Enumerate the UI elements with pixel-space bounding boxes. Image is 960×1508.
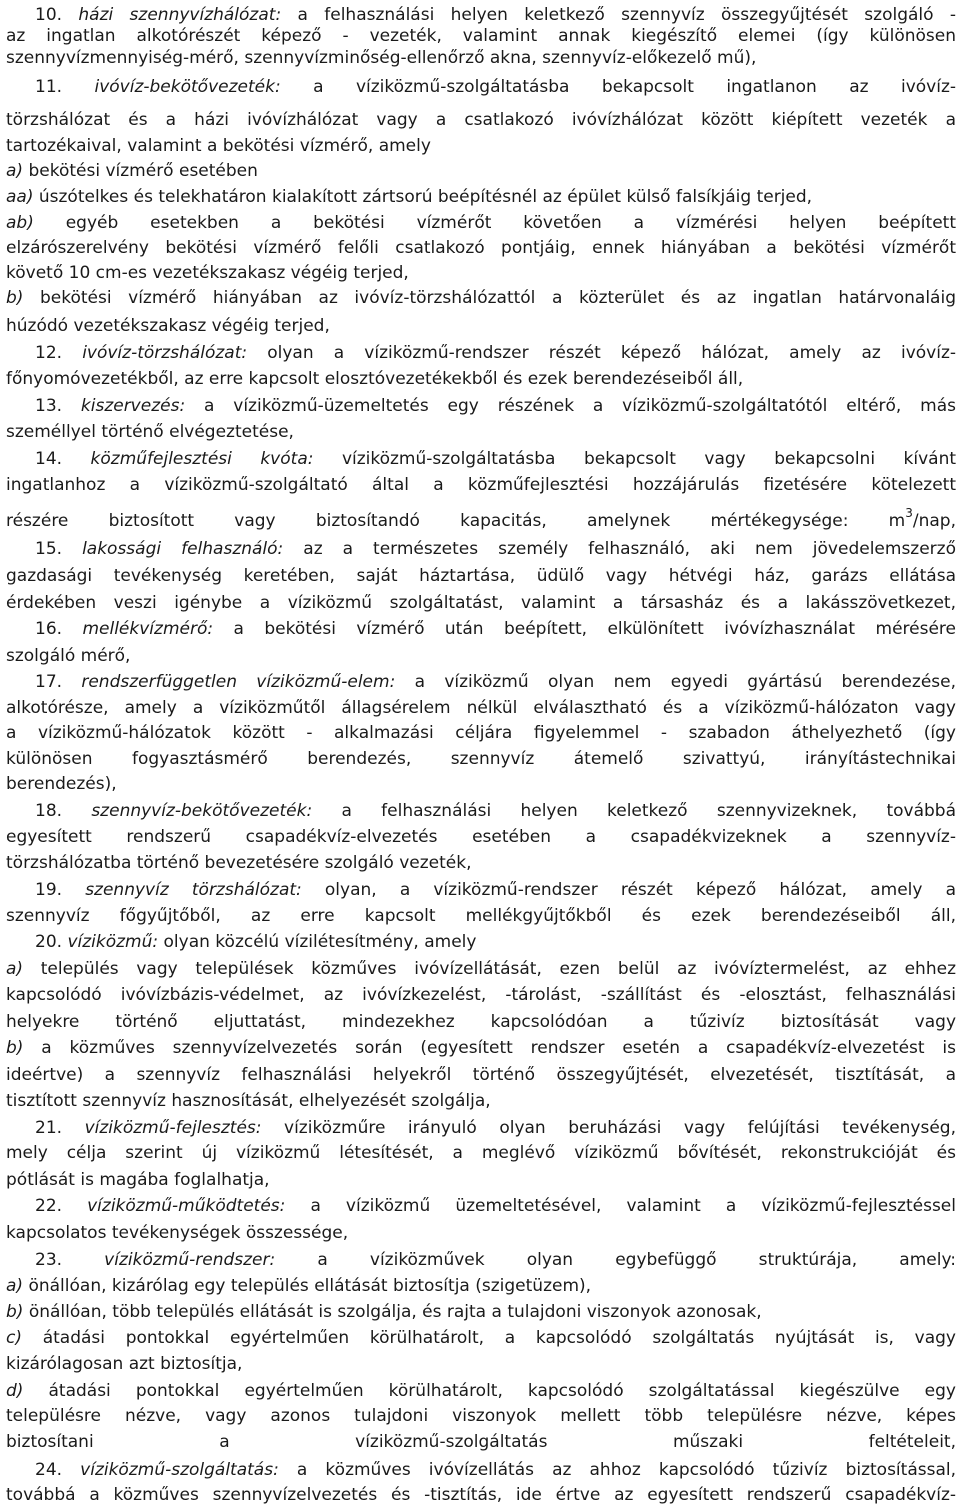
text-line <box>6 506 956 534</box>
line-text-tail: /nap, <box>912 511 956 531</box>
defined-term: mellékvízmérő: <box>82 619 214 639</box>
line-text: a víziközmű-szolgáltatásba bekapcsolt ingatlanon az ivóvíz- <box>280 77 957 97</box>
defined-term: ivóvíz-törzshálózat: <box>82 343 248 363</box>
line-text: törzshálózatba történő bevezetésére szolgáló vezeték, <box>6 853 472 873</box>
defined-term: rendszerfüggetlen víziközmű-elem: <box>81 672 396 692</box>
text-line <box>6 1222 956 1246</box>
text-line <box>6 773 956 797</box>
defined-term: kiszervezés: <box>80 396 186 416</box>
text-line <box>6 826 956 850</box>
item-number: 15. <box>35 539 63 559</box>
item-number: 17. <box>35 672 63 692</box>
text-line <box>6 697 956 721</box>
defined-term: lakossági felhasználó: <box>82 539 284 559</box>
item-number: 20. <box>35 932 63 952</box>
line-text: a bekötési vízmérő után beépített, elkülönített ivóvízhasználat mérésére <box>213 619 956 639</box>
text-line <box>35 1459 956 1483</box>
text-line <box>6 368 956 392</box>
text-line <box>6 748 956 772</box>
line-text: a víziközmű olyan nem egyedi gyártású berendezése, <box>395 672 956 692</box>
defined-term: b) <box>6 1302 24 1322</box>
defined-term: b) <box>6 288 24 308</box>
line-text: részére biztosított vagy biztosítandó kapacitás, amelynek mértékegysége: m <box>6 511 906 531</box>
text-line <box>35 448 956 472</box>
line-text: húzódó vezetékszakasz végéig terjed, <box>6 316 330 336</box>
line-text: olyan közcélú vízilétesítmény, amely <box>158 932 477 952</box>
line-text: átadási pontokkal egyértelműen körülhatárolt, a kapcsolódó szolgáltatás nyújtását is, vagy <box>21 1328 956 1348</box>
defined-term: a) <box>6 161 24 181</box>
defined-term: víziközmű: <box>67 932 159 952</box>
line-text: tisztított szennyvíz hasznosítását, elhelyezését szolgálja, <box>6 1091 491 1111</box>
defined-term: szennyvíz-bekötővezeték: <box>91 801 313 821</box>
text-line <box>6 1142 956 1166</box>
defined-term: közműfejlesztési kvóta: <box>90 449 314 469</box>
text-line <box>6 1090 956 1114</box>
text-line <box>35 931 956 955</box>
line-text: kizárólagosan azt biztosítja, <box>6 1354 243 1374</box>
line-text: mely célja szerint új víziközmű létesítését, a meglévő víziközmű bővítését, rekonstrukcióját és <box>6 1143 956 1163</box>
defined-term: c) <box>6 1328 22 1348</box>
text-line <box>6 212 956 236</box>
text-line <box>6 645 956 669</box>
text-line <box>6 1037 956 1061</box>
text-line <box>35 76 956 100</box>
line-text: elzárószerelvény bekötési vízmérő felőli csatlakozó pontjáig, ennek hiányában a bekötési vízmérőt <box>6 238 956 258</box>
defined-term: a) <box>6 1276 24 1296</box>
text-line <box>6 852 956 876</box>
line-text: település vagy települések közműves ivóvízellátását, ezen belül az ivóvíztermelést, az ehhez <box>23 959 956 979</box>
text-line <box>6 109 956 133</box>
line-text: önállóan, kizárólag egy település ellátását biztosítja (szigetüzem), <box>23 1276 592 1296</box>
item-number: 18. <box>35 801 63 821</box>
text-line <box>6 421 956 445</box>
line-text: követő 10 cm-es vezetékszakasz végéig terjed, <box>6 263 409 283</box>
line-text: bekötési vízmérő esetében <box>23 161 258 181</box>
line-text: az ingatlan alkotórészét képező - vezeték, valamint annak kiegészítő elemei (így különösen <box>6 26 956 46</box>
defined-term: b) <box>6 1038 24 1058</box>
defined-term: aa) <box>6 187 34 207</box>
defined-term: ivóvíz-bekötővezeték: <box>94 77 281 97</box>
line-text: szolgáló mérő, <box>6 646 131 666</box>
line-text: a felhasználási helyen keletkező szennyvizeknek, továbbá <box>312 801 956 821</box>
text-line <box>6 1011 956 1035</box>
line-text: tartozékaival, valamint a bekötési vízmérő, amely <box>6 136 431 156</box>
text-line <box>35 800 956 824</box>
text-line <box>6 47 956 71</box>
item-number: 12. <box>35 343 63 363</box>
line-text: szennyvíz főgyűjtőből, az erre kapcsolt mellékgyűjtőkből és ezek berendezéseiből áll, <box>6 906 956 926</box>
line-text: egyesített rendszerű csapadékvíz-elvezetés esetében a csapadékvizeknek a szennyvíz- <box>6 827 956 847</box>
line-text: különösen fogyasztásmérő berendezés, szennyvíz átemelő szivattyú, irányítástechnikai <box>6 749 956 769</box>
line-text: ideértve) a szennyvíz felhasználási helyekről történő összegyűjtését, elvezetését, tisztítását, a <box>6 1065 956 1085</box>
defined-term: víziközmű-szolgáltatás: <box>80 1460 279 1480</box>
text-line <box>6 1484 956 1508</box>
text-line <box>6 722 956 746</box>
line-text: a közműves ivóvízellátás az ahhoz kapcsolódó tűzivíz biztosítással, <box>278 1460 956 1480</box>
item-number: 24. <box>35 1460 63 1480</box>
line-text: a víziközmű-hálózatok között - alkalmazási céljára figyelemmel - szabadon áthelyezhető (így <box>6 723 956 743</box>
line-text: egyéb esetekben a bekötési vízmérőt követően a vízmérési helyen beépített <box>33 213 956 233</box>
text-line <box>6 984 956 1008</box>
item-number: 10. <box>35 5 63 25</box>
line-text: a felhasználási helyen keletkező szennyvíz összegyűjtését szolgáló - <box>281 5 956 25</box>
text-line <box>6 565 956 589</box>
text-line <box>6 905 956 929</box>
line-text: berendezés), <box>6 774 117 794</box>
item-number: 16. <box>35 619 63 639</box>
line-text: főnyomóvezetékből, az erre kapcsolt elosztóvezetékekből és ezek berendezéseiből áll, <box>6 369 744 389</box>
text-line <box>35 879 956 903</box>
defined-term: víziközmű-rendszer: <box>104 1250 276 1270</box>
text-line <box>6 1327 956 1351</box>
text-line <box>35 342 956 366</box>
item-number: 11. <box>35 77 63 97</box>
line-text: víziközműre irányuló olyan beruházási vagy felújítási tevékenység, <box>261 1118 956 1138</box>
defined-term: ab) <box>6 213 34 233</box>
text-line <box>6 1353 956 1377</box>
line-text: érdekében veszi igénybe a víziközmű szolgáltatást, valamint a társasház és a lakásszövetkezet, <box>6 593 956 613</box>
item-number: 14. <box>35 449 63 469</box>
line-text: helyekre történő eljuttatást, mindezekhez kapcsolódóan a tűzivíz biztosítását vagy <box>6 1012 956 1032</box>
defined-term: a) <box>6 959 24 979</box>
line-text: olyan, a víziközmű-rendszer részét képező hálózat, amely a <box>301 880 956 900</box>
line-text: alkotórésze, amely a víziközműtől állagsérelem nélkül elválasztható és a víziközmű-hálózaton vagy <box>6 698 956 718</box>
line-text: víziközmű-szolgáltatásba bekapcsolt vagy bekapcsolni kívánt <box>313 449 957 469</box>
defined-term: szennyvíz törzshálózat: <box>85 880 302 900</box>
text-line <box>6 1169 956 1193</box>
line-text: ingatlanhoz a víziközmű-szolgáltató által a közműfejlesztési hozzájárulás fizetésére kötelezett <box>6 475 956 495</box>
text-line <box>6 25 956 49</box>
item-number: 21. <box>35 1118 63 1138</box>
item-number: 23. <box>35 1250 63 1270</box>
line-text: személlyel történő elvégeztetése, <box>6 422 294 442</box>
text-line <box>6 186 956 210</box>
text-line <box>6 262 956 286</box>
line-text: a víziközművek olyan egybefüggő struktúrája, amely: <box>275 1250 956 1270</box>
line-text: átadási pontokkal egyértelműen körülhatárolt, kapcsolódó szolgáltatással kiegészülve egy <box>23 1381 956 1401</box>
line-text: a víziközmű üzemeltetésével, valamint a víziközmű-fejlesztéssel <box>285 1196 956 1216</box>
text-line <box>6 474 956 498</box>
line-text: olyan a víziközmű-rendszer részét képező hálózat, amely az ivóvíz- <box>247 343 956 363</box>
text-line <box>6 592 956 616</box>
line-text: pótlását is magába foglalhatja, <box>6 1170 270 1190</box>
item-number: 19. <box>35 880 63 900</box>
line-text: kapcsolódó ivóvízbázis-védelmet, az ivóvízkezelést, -tárolást, -szállítást és -elosztást, felhasználási <box>6 985 956 1005</box>
text-line <box>6 1301 956 1325</box>
defined-term: víziközmű-fejlesztés: <box>84 1118 262 1138</box>
text-line <box>35 538 956 562</box>
line-text: továbbá a közműves szennyvízelvezetés és -tisztítás, ide értve az egyesített rendszerű csapadékvíz- <box>6 1485 956 1505</box>
superscript: 3 <box>905 506 913 520</box>
line-text: úszótelkes és telekhatáron kialakított zártsorú beépítésnél az épület külső falsíkjáig terjed, <box>33 187 813 207</box>
text-line <box>6 958 956 982</box>
text-line <box>35 1195 956 1219</box>
line-text: kapcsolatos tevékenységek összessége, <box>6 1223 349 1243</box>
text-line <box>6 1275 956 1299</box>
line-text: szennyvízmennyiség-mérő, szennyvízminőség-ellenőrző akna, szennyvíz-előkezelő mű), <box>6 48 757 68</box>
line-text: az a természetes személy felhasználó, aki nem jövedelemszerző <box>283 539 956 559</box>
text-line <box>6 1405 956 1429</box>
line-text: önállóan, több település ellátását is szolgálja, és rajta a tulajdoni viszonyok azonosak, <box>23 1302 762 1322</box>
text-line <box>35 671 956 695</box>
text-line <box>6 287 956 311</box>
text-line <box>6 315 956 339</box>
line-text: gazdasági tevékenység keretében, saját háztartása, üdülő vagy hétvégi ház, garázs ellátása <box>6 566 956 586</box>
text-line <box>35 395 956 419</box>
line-text: a közműves szennyvízelvezetés során (egyesített rendszer esetén a csapadékvíz-elvezetést is <box>23 1038 956 1058</box>
text-line <box>6 237 956 261</box>
text-line <box>35 1249 956 1273</box>
item-number: 22. <box>35 1196 63 1216</box>
text-line <box>35 1117 956 1141</box>
text-line <box>6 160 956 184</box>
text-line <box>6 1064 956 1088</box>
defined-term: víziközmű-működtetés: <box>87 1196 286 1216</box>
defined-term: házi szennyvízhálózat: <box>78 5 282 25</box>
line-text: a víziközmű-üzemeltetés egy részének a víziközmű-szolgáltatótól eltérő, más <box>185 396 956 416</box>
defined-term: d) <box>6 1381 24 1401</box>
line-text: biztosítani a víziközmű-szolgáltatás műszaki feltételeit, <box>6 1432 956 1452</box>
text-line <box>6 1380 956 1404</box>
text-line <box>6 1431 956 1455</box>
text-line <box>6 135 956 159</box>
line-text: bekötési vízmérő hiányában az ivóvíz-törzshálózattól a közterület és az ingatlan határvonaláig <box>23 288 956 308</box>
line-text: településre nézve, vagy azonos tulajdoni viszonyok mellett több településre nézve, képes <box>6 1406 956 1426</box>
item-number: 13. <box>35 396 63 416</box>
line-text: törzshálózat és a házi ivóvízhálózat vagy a csatlakozó ivóvízhálózat között kiépített vezeték a <box>6 110 956 130</box>
text-line <box>35 618 956 642</box>
